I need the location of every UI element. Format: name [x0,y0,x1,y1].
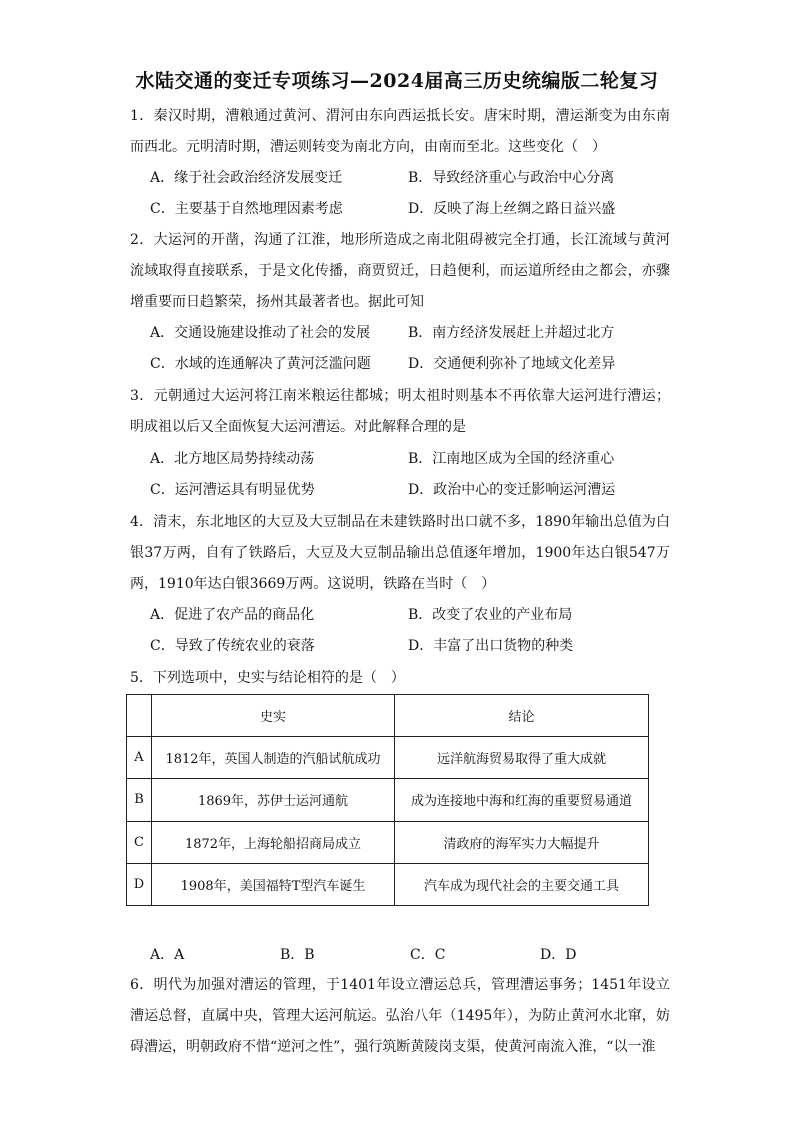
question-2-option-a[interactable]: A．交通设施建设推动了社会的发展 [150,325,371,341]
question-5-table [126,694,649,906]
question-1-option-c[interactable]: C．主要基于自然地理因素考虑 [150,201,343,217]
question-3-stem: 3．元朝通过大运河将江南米粮运往都城；明太祖时则基本不再依靠大运河进行漕运；明成祖以后又全面恢复大运河漕运。对此解释合理的是 [130,388,670,435]
table-cell: 成为连接地中海和红海的重要贸易通道 [395,779,649,821]
table-row [127,737,649,779]
question-5-stem: 5．下列选项中，史实与结论相符的是（ ） [130,670,405,686]
table-cell: 远洋航海贸易取得了重大成就 [395,737,649,779]
table-row [127,863,649,905]
question-4-option-d[interactable]: D．丰富了出口货物的种类 [408,638,574,654]
table-cell: A [127,737,152,779]
table-cell: 清政府的海军实力大幅提升 [395,821,649,863]
table-header-row [127,695,649,737]
question-1-options [150,163,670,225]
table-cell: D [127,863,152,905]
question-4-option-c[interactable]: C．导致了传统农业的衰落 [150,638,315,654]
question-2-options [150,318,670,380]
table-cell: B [127,779,152,821]
table-cell: 1872年，上海轮船招商局成立 [152,821,395,863]
table-cell: 1812年，英国人制造的汽船试航成功 [152,737,395,779]
question-4-options [150,600,670,662]
table-header-cell: 史实 [152,695,395,737]
question-1-stem: 1．秦汉时期，漕粮通过黄河、渭河由东向西运抵长安。唐宋时期，漕运渐变为由东南而西北。元明清时期，漕运则转变为南北方向，由南而至北。这些变化（ ） [130,108,670,155]
question-2-stem: 2．大运河的开凿，沟通了江淮，地形所造成之南北阻碍被完全打通，长江流域与黄河流域取得直接联系，于是文化传播，商贾贸迁，日趋便利，而运道所经由之都会，亦骤增重要而日趋繁荣，扬州其最著者也。据此可知 [130,232,670,310]
question-3-options [150,444,670,506]
table-cell: C [127,821,152,863]
document-title: 水陆交通的变迁专项练习—2024届高三历史统编版二轮复习 [135,70,659,92]
table-cell: 汽车成为现代社会的主要交通工具 [395,863,649,905]
question-4-stem: 4．清末，东北地区的大豆及大豆制品在未建铁路时出口就不多，1890年输出总值为白银37万两，自有了铁路后，大豆及大豆制品输出总值逐年增加，1900年达白银547万两，1910年达白银3669万两。这说明，铁路在当时（ ） [130,514,670,592]
table-header-cell: 结论 [395,695,649,737]
question-2-option-c[interactable]: C．水域的连通解决了黄河泛滥问题 [150,356,371,372]
table-cell: 1869年，苏伊士运河通航 [152,779,395,821]
question-5-option-b[interactable]: B．B [280,947,315,963]
table-row [127,779,649,821]
table-row [127,821,649,863]
question-5-option-c[interactable]: C．C [410,947,446,963]
question-5-option-a[interactable]: A．A [150,947,185,963]
question-3-option-a[interactable]: A．北方地区局势持续动荡 [150,451,315,467]
question-1-option-b[interactable]: B．导致经济重心与政治中心分离 [408,170,615,186]
question-4-option-a[interactable]: A．促进了农产品的商品化 [150,607,315,623]
question-1-option-a[interactable]: A．缘于社会政治经济发展变迁 [150,170,343,186]
question-2-option-b[interactable]: B．南方经济发展赶上并超过北方 [408,325,615,341]
question-4-option-b[interactable]: B．改变了农业的产业布局 [408,607,573,623]
question-3-option-d[interactable]: D．政治中心的变迁影响运河漕运 [408,482,616,498]
question-5-options [150,944,670,964]
question-3-option-c[interactable]: C．运河漕运具有明显优势 [150,482,315,498]
table-header-cell [127,695,152,737]
question-3-option-b[interactable]: B．江南地区成为全国的经济重心 [408,451,615,467]
question-6-stem: 6．明代为加强对漕运的管理，于1401年设立漕运总兵，管理漕运事务；1451年设立漕运总督，直属中央，管理大运河航运。弘治八年（1495年），为防止黄河水北窜，妨碍漕运，明朝政府不惜“逆河之性”，强行筑断黄陵岗支渠，使黄河南流入淮，“以一淮 [130,977,670,1055]
table-cell: 1908年，美国福特T型汽车诞生 [152,863,395,905]
question-2-option-d[interactable]: D．交通便利弥补了地域文化差异 [408,356,616,372]
question-1-option-d[interactable]: D．反映了海上丝绸之路日益兴盛 [408,201,616,217]
question-5-option-d[interactable]: D．D [540,947,577,963]
